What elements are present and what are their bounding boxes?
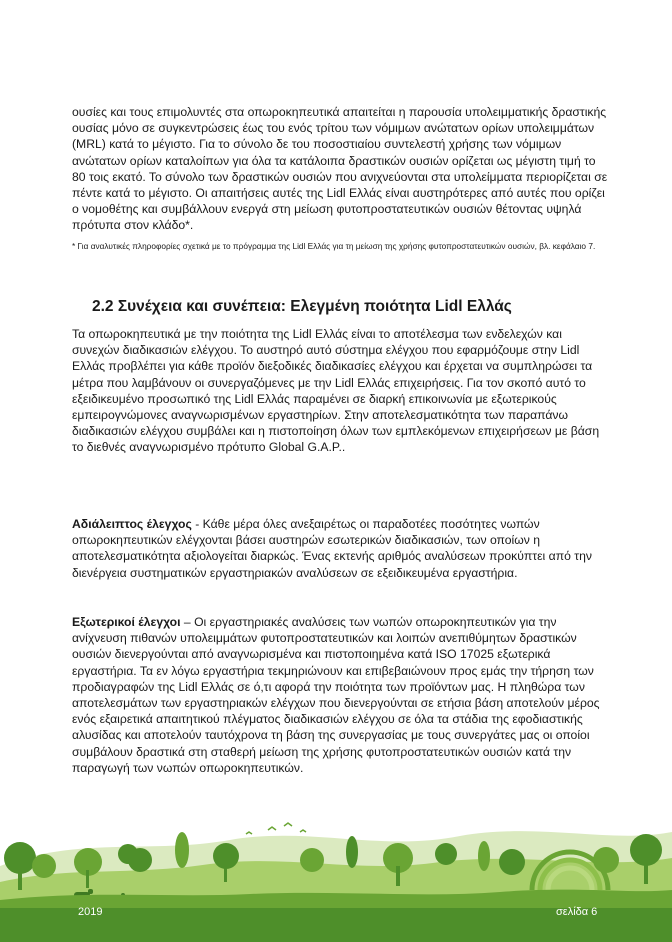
footer-year: 2019 bbox=[78, 906, 103, 918]
footnote: * Για αναλυτικές πληροφορίες σχετικά με το πρόγραμμα της Lidl Ελλάς για τη μείωση της χρήσης φυτοπροστατευτικών ουσιών, βλ. κεφάλαιο 7. bbox=[72, 241, 596, 251]
paragraph-residue-limits: ουσίες και τους επιμολυντές στα οπωροκηπευτικά απαιτείται η παρουσία υπολειμματικής δραστικής ουσίας μόνο σε συγκεντρώσεις έως του ενός τρίτου των νόμιμων ανώτατων ορίων υπολειμμάτων (MRL) κατά το μέγιστο. Για το σύνολο δε του ποσοστιαίου συντελεστή χρήσης των νόμιμων ανώτατων ορίων καταλοίπων για όλα τα κατάλοιπα δραστικών ουσιών ορίζεται ως μέγιστη τιμή το 80 τοις εκατό. Το σύνολο των δραστικών ουσιών που ανιχνεύονται στα υπολείμματα περιορίζεται σε πέντε κατά το μέγιστο. Οι απαιτήσεις αυτές της Lidl Ελλάς είναι αυστηρότερες από αυτές που ορίζει ο νομοθέτης και συμβάλλουν ενεργά στη μείωση φυτοπροστατευτικών ουσιών θέτοντας υψηλά πρότυπα στον κλάδο*. bbox=[72, 105, 608, 233]
page-number: σελίδα 6 bbox=[556, 906, 598, 918]
paragraph-external-control bbox=[72, 614, 612, 776]
paragraph-body: – Οι εργαστηριακές αναλύσεις των νωπών οπωροκηπευτικών για την ανίχνευση πιθανών υπολειμμάτων φυτοπροστατευτικών και λοιπών ανεπιθύμητων δραστικών ουσιών διενεργούνται από αναγνωρισμένα και πιστοποιημένα κατά ISO 17025 εξωτερικά εργαστήρια. Τα εν λόγω εργαστήρια τεκμηριώνουν και επιβεβαιώνουν προς εμάς την τήρηση των προδιαγραφών της Lidl Ελλάς σε ό,τι αφορά την ποιότητα των προϊόντων μας. Η πληθώρα των αποτελεσμάτων των εργαστηριακών ελέγχων που διενεργούνται σε ετήσια βάση αποτελούν μέρος ενός εξαιρετικά απαιτητικού πλέγματος διαδικασιών ελέγχου σε όλα τα στάδια της εφοδιαστικής αλυσίδας και αποτελούν ταυτόχρονα τη βάση της συνεργασίας με τους συνεργάτες μας οι οποίοι συμβάλουν δραστικά στη σταθερή μείωση της χρήσης φυτοπροστατευτικών ουσιών κατά την παραγωγή των νωπών οπωροκηπευτικών. bbox=[72, 615, 600, 775]
footer-landscape-illustration bbox=[0, 796, 672, 942]
paragraph-body: - Κάθε μέρα όλες ανεξαιρέτως οι παραδοτέες ποσότητες νωπών οπωροκηπευτικών ελέγχονται βάσει αυστηρών εσωτερικών διαδικασιών, των οποίων η αποτελεσματικότητα αξιολογείται διαρκώς. Ένας εκτενής αριθμός αναλύσεων προκύπτει από την διενέργεια συστηματικών εργαστηριακών αναλύσεων σε εξειδικευμένα εργαστήρια. bbox=[72, 517, 592, 580]
paragraph-lead: Εξωτερικοί έλεγχοι bbox=[72, 615, 181, 629]
paragraph-lead: Αδιάλειπτος έλεγχος bbox=[72, 517, 192, 531]
birds bbox=[246, 823, 306, 834]
section-heading: 2.2 Συνέχεια και συνέπεια: Ελεγμένη ποιότητα Lidl Ελλάς bbox=[92, 298, 512, 315]
paragraph-continuous-control bbox=[72, 516, 612, 581]
paragraph-quality-control: Τα οπωροκηπευτικά με την ποιότητα της Lidl Ελλάς είναι το αποτέλεσμα των ενδελεχών και συνεχών διαδικασιών ελέγχου. Το αυστηρό αυτό σύστημα ελέγχου που εφαρμόζουμε στην Lidl Ελλάς προβλέπει για κάθε προϊόν διεξοδικές διαδικασίες ελέγχου και έρχεται να συμπληρώσει τα μέτρα που λαμβάνουν οι συνεργαζόμενες με την Lidl Ελλάς επιχειρήσεις. Για τον σκοπό αυτό το εξειδικευμένο προσωπικό της Lidl Ελλάς παραμένει σε διαρκή επικοινωνία με εξωτερικούς εμπειρογνώμονες αναγνωρισμένων εργαστηρίων. Στην αποτελεσματικότητα των παραπάνω διαδικασιών ελέγχου συμβάλει και η πιστοποίηση όλων των εμπλεκόμενων επιχειρήσεων με βάση το διεθνές αναγνωρισμένο πρότυπο Global G.A.P.. bbox=[72, 327, 600, 455]
